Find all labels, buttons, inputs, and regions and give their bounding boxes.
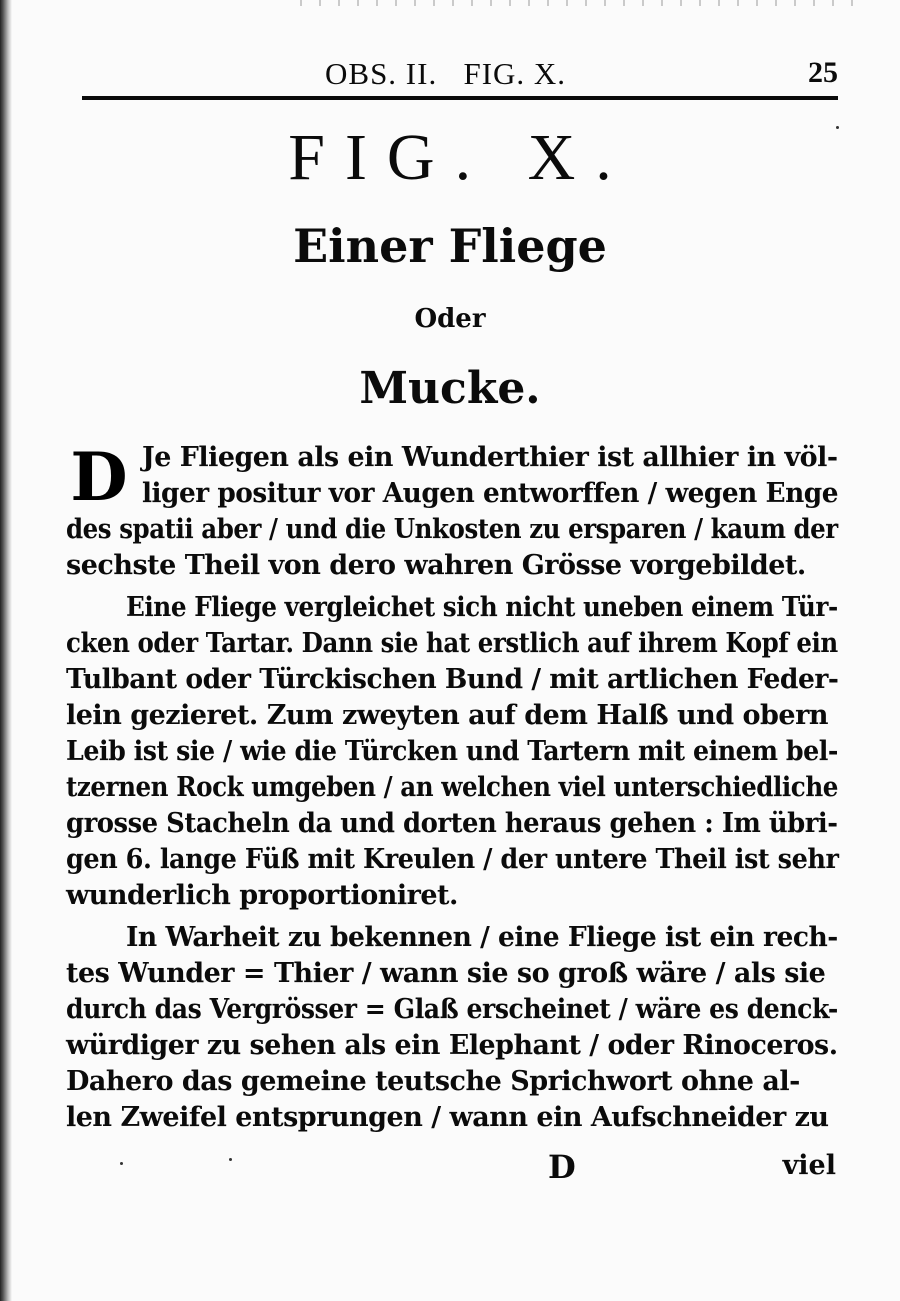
catchword: viel: [782, 1150, 836, 1181]
text-line: Tulbant oder Türckischen Bund / mit artlichen Feder-: [66, 664, 839, 695]
text-line: liger positur vor Augen entworffen / wegen Enge: [142, 478, 839, 509]
subtitle-einer-fliege: Einer Fliege: [293, 219, 607, 273]
text-line: des spatii aber / und die Unkosten zu ersparen / kaum der: [66, 514, 838, 545]
text-line: Eine Fliege vergleichet sich nicht uneben einem Tür-: [126, 592, 838, 623]
text-line: wunderlich proportioniret.: [66, 880, 458, 911]
text-line: sechste Theil von dero wahren Grösse vorgebildet.: [66, 550, 806, 581]
running-head: [80, 50, 840, 96]
scan-top-edge: [300, 0, 860, 6]
text-line: gen 6. lange Füß mit Kreulen / der untere Theil ist sehr: [66, 844, 839, 875]
scan-speck: [836, 126, 839, 129]
text-line: tzernen Rock umgeben / an welchen viel unterschiedliche: [66, 772, 838, 803]
scan-speck: [229, 1158, 232, 1161]
text-line: Leib ist sie / wie die Türcken und Tartern mit einem bel-: [66, 736, 838, 767]
scan-speck: [120, 1162, 123, 1165]
text-line: len Zweifel entsprungen / wann ein Aufschneider zu: [66, 1102, 829, 1133]
drop-cap: D: [70, 438, 128, 516]
text-line: würdiger zu sehen als ein Elephant / oder Rinoceros.: [66, 1030, 838, 1061]
page-number: 25: [808, 56, 838, 89]
text-line: lein gezieret. Zum zweyten auf dem Halß und obern: [66, 700, 828, 731]
text-line: durch das Vergrösser = Glaß erscheinet / wäre es denck-: [66, 994, 838, 1025]
text-line: Dahero das gemeine teutsche Sprichwort ohne al-: [66, 1066, 800, 1097]
subtitle-mucke: Mucke.: [359, 363, 541, 414]
text-line: In Warheit zu bekennen / eine Fliege ist ein rech-: [126, 922, 838, 953]
text-line: grosse Stacheln da und dorten heraus gehen : Im übri-: [66, 808, 838, 839]
running-head-title: OBS. II. FIG. X.: [325, 56, 567, 91]
page-footer: [80, 1148, 840, 1188]
signature-mark: D: [548, 1148, 576, 1186]
header-rule: [82, 96, 838, 100]
text-line: cken oder Tartar. Dann sie hat erstlich auf ihrem Kopf ein: [66, 628, 838, 659]
figure-title: FIG. X.: [288, 121, 632, 194]
text-line: tes Wunder = Thier / wann sie so groß wäre / als sie: [66, 958, 826, 989]
subtitle-oder: Oder: [414, 304, 486, 334]
text-line: Je Fliegen als ein Wunderthier ist allhier in völ-: [142, 442, 838, 473]
